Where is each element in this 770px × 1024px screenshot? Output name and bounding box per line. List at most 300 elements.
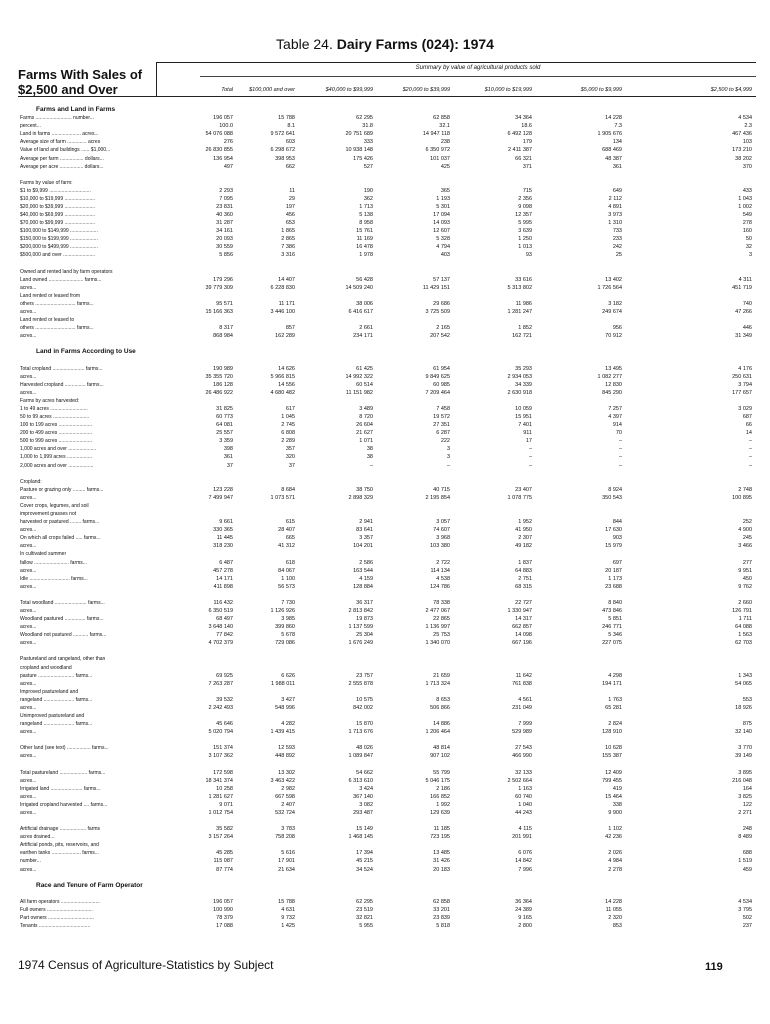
cell-value: 128 884 bbox=[353, 583, 373, 590]
cell-value: 175 426 bbox=[353, 155, 373, 162]
cell-value: 1 713 676 bbox=[348, 729, 373, 736]
row-label: Total pastureland .................... farms... bbox=[20, 769, 106, 776]
cell-value: 18.6 bbox=[521, 123, 532, 130]
row-label: cropland and woodland bbox=[20, 664, 72, 671]
cell-value: 17 094 bbox=[433, 212, 450, 218]
cell-value: 502 bbox=[742, 915, 752, 921]
cell-value: 62 295 bbox=[356, 115, 373, 122]
table-row bbox=[0, 720, 770, 728]
cell-value: 3 725 509 bbox=[425, 309, 450, 315]
cell-value: 868 984 bbox=[213, 333, 233, 340]
cell-value: 49 182 bbox=[515, 543, 532, 550]
table-row bbox=[0, 292, 770, 300]
cell-value: 216 048 bbox=[732, 777, 752, 784]
cell-value: 3 bbox=[748, 252, 752, 259]
row-label: 1 to 49 acres ........................... bbox=[20, 406, 88, 412]
section-heading bbox=[0, 348, 770, 356]
cell-value: 47 266 bbox=[735, 309, 752, 315]
table-row bbox=[0, 187, 770, 195]
cell-value: 17 394 bbox=[356, 850, 373, 857]
cell-value: 11 055 bbox=[605, 906, 622, 913]
cell-value: 14 947 118 bbox=[422, 131, 450, 138]
cell-value: 4 984 bbox=[608, 858, 622, 865]
cell-value: 729 086 bbox=[275, 640, 295, 647]
cell-value: 77 842 bbox=[216, 632, 233, 639]
row-spacer bbox=[0, 260, 770, 268]
cell-value: 1 340 070 bbox=[425, 640, 450, 647]
row-label: $40,000 to $69,999 ...................... bbox=[20, 212, 96, 218]
row-label: On which all crops failed ..... farms... bbox=[20, 535, 101, 542]
cell-value: 21 634 bbox=[278, 866, 295, 873]
cell-value: 1 988 011 bbox=[270, 680, 295, 687]
cell-value: 64 081 bbox=[216, 422, 233, 429]
cell-value: 3 359 bbox=[219, 438, 233, 445]
cell-value: 1 281 627 bbox=[208, 793, 233, 800]
cell-value: 1 563 bbox=[738, 632, 752, 639]
cell-value: 20 187 bbox=[605, 567, 622, 574]
cell-value: 365 bbox=[440, 187, 450, 194]
cell-value: 4 891 bbox=[608, 204, 622, 210]
cell-value: 93 bbox=[525, 252, 532, 259]
cell-value: 3 357 bbox=[359, 535, 373, 542]
cell-value: 197 bbox=[285, 204, 295, 210]
cell-value: 1 082 277 bbox=[597, 373, 622, 380]
cell-value: 2 293 bbox=[219, 187, 233, 194]
table-row bbox=[0, 550, 770, 558]
cell-value: 17 bbox=[525, 438, 532, 445]
cell-value: 15 464 bbox=[605, 793, 622, 800]
cell-value: – bbox=[748, 454, 752, 461]
cell-value: – bbox=[748, 438, 752, 445]
table-row bbox=[0, 785, 770, 793]
section-heading bbox=[0, 106, 770, 114]
cell-value: 172 598 bbox=[213, 769, 233, 776]
cell-value: 21 659 bbox=[433, 672, 450, 679]
table-row bbox=[0, 235, 770, 243]
cell-value: 34 339 bbox=[515, 381, 532, 388]
cell-value: 1 952 bbox=[518, 519, 532, 526]
row-label: acres... bbox=[20, 753, 37, 760]
row-label: All farm operators ............................ bbox=[20, 898, 100, 905]
cell-value: 14 842 bbox=[515, 858, 532, 865]
cell-value: 2 982 bbox=[281, 785, 295, 792]
summary-rule bbox=[200, 76, 756, 77]
row-label: Farms .......................... number... bbox=[20, 115, 94, 122]
cell-value: 399 860 bbox=[275, 624, 295, 631]
cell-value: – bbox=[748, 446, 752, 453]
cell-value: 14 093 bbox=[433, 220, 450, 227]
column-header: $10,000 to $19,999 bbox=[484, 87, 532, 93]
cell-value: 13 302 bbox=[278, 769, 295, 776]
cell-value: 129 639 bbox=[430, 810, 450, 816]
cell-value: 1 137 599 bbox=[348, 624, 373, 631]
cell-value: 1 763 bbox=[608, 696, 622, 703]
cell-value: 362 bbox=[363, 195, 373, 202]
cell-value: 70 bbox=[615, 430, 622, 437]
cell-value: – bbox=[618, 454, 622, 461]
cell-value: 1 713 324 bbox=[425, 680, 450, 687]
row-label: 1,000 acres and over .................... bbox=[20, 446, 97, 453]
cell-value: 2 195 854 bbox=[425, 494, 450, 501]
cell-value: 6 228 830 bbox=[270, 284, 295, 291]
table-row bbox=[0, 825, 770, 833]
cell-value: 914 bbox=[612, 422, 622, 429]
row-label: In cultivated summer bbox=[20, 551, 67, 558]
cell-value: 7 401 bbox=[518, 422, 532, 429]
cell-value: – bbox=[528, 462, 532, 469]
cell-value: 411 898 bbox=[213, 583, 233, 590]
cell-value: 5 995 bbox=[518, 220, 532, 227]
cell-value: 2.3 bbox=[744, 123, 752, 130]
cell-value: 5 616 bbox=[281, 850, 295, 857]
row-label: number... bbox=[20, 858, 41, 865]
row-label: acres... bbox=[20, 793, 37, 800]
row-label: others ............................. farms... bbox=[20, 325, 94, 332]
table-row bbox=[0, 219, 770, 227]
cell-value: 31 287 bbox=[216, 220, 233, 227]
table-row bbox=[0, 898, 770, 906]
cell-value: 11 bbox=[289, 187, 295, 194]
cell-value: 11 429 151 bbox=[422, 284, 450, 291]
cell-value: 2 320 bbox=[608, 915, 622, 921]
cell-value: 12 409 bbox=[605, 769, 622, 776]
cell-value: 1 193 bbox=[436, 195, 450, 202]
cell-value: 1 865 bbox=[281, 228, 295, 235]
cell-value: 761 838 bbox=[512, 680, 532, 687]
cell-value: 60 514 bbox=[356, 381, 373, 388]
cell-value: 128 910 bbox=[602, 729, 622, 736]
cell-value: 40 360 bbox=[216, 212, 233, 218]
cell-value: 529 989 bbox=[512, 729, 532, 736]
cell-value: 278 bbox=[742, 220, 752, 227]
table-row bbox=[0, 413, 770, 421]
cell-value: 10 258 bbox=[216, 785, 233, 792]
cell-value: 5 851 bbox=[608, 616, 622, 622]
cell-value: 9 849 625 bbox=[425, 373, 450, 380]
cell-value: 338 bbox=[612, 801, 622, 808]
cell-value: 45 285 bbox=[216, 850, 233, 857]
cell-value: 1 136 997 bbox=[425, 624, 450, 631]
cell-value: 799 455 bbox=[602, 777, 622, 784]
cell-value: 19 873 bbox=[356, 616, 373, 622]
row-label: acres... bbox=[20, 777, 37, 784]
table-row bbox=[0, 251, 770, 259]
row-label: Artificial ponds, pits, reservoirs, and bbox=[20, 842, 99, 849]
row-label: Farms and Land in Farms bbox=[36, 106, 116, 113]
table-row bbox=[0, 405, 770, 413]
cell-value: 14 992 322 bbox=[345, 373, 373, 380]
cell-value: 740 bbox=[742, 300, 752, 307]
cell-value: 4 680 482 bbox=[270, 389, 295, 396]
cell-value: 29 bbox=[288, 195, 295, 202]
cell-value: 3 182 bbox=[608, 300, 622, 307]
row-label: Cover crops, legumes, and soil bbox=[20, 502, 89, 509]
cell-value: 38 202 bbox=[735, 155, 752, 162]
cell-value: 62 858 bbox=[433, 115, 450, 122]
cell-value: 6 416 617 bbox=[348, 309, 373, 315]
cell-value: 318 230 bbox=[213, 543, 233, 550]
table-row bbox=[0, 914, 770, 922]
cell-value: 457 278 bbox=[213, 567, 233, 574]
cell-value: 1 905 676 bbox=[597, 131, 622, 138]
cell-value: 2 307 bbox=[518, 535, 532, 542]
cell-value: 68 315 bbox=[515, 583, 532, 590]
cell-value: 357 bbox=[285, 446, 295, 453]
page-number: 119 bbox=[705, 961, 723, 973]
cell-value: 14 bbox=[745, 430, 752, 437]
cell-value: 10 059 bbox=[515, 406, 532, 412]
cell-value: 44 243 bbox=[515, 810, 532, 816]
cell-value: 100 895 bbox=[732, 494, 752, 501]
cell-value: 41 312 bbox=[278, 543, 295, 550]
row-label: Land in Farms According to Use bbox=[36, 348, 136, 356]
row-label: $500,000 and over ....................... bbox=[20, 252, 96, 259]
cell-value: 433 bbox=[742, 187, 752, 194]
cell-value: 11 445 bbox=[216, 535, 233, 542]
cell-value: 6 626 bbox=[281, 672, 295, 679]
table-row bbox=[0, 752, 770, 760]
cell-value: 466 990 bbox=[512, 753, 532, 760]
cell-value: 186 128 bbox=[213, 381, 233, 388]
cell-value: 17 901 bbox=[278, 858, 295, 865]
cell-value: – bbox=[528, 454, 532, 461]
cell-value: 23 407 bbox=[515, 486, 532, 493]
row-label: acres... bbox=[20, 527, 37, 534]
row-spacer bbox=[0, 647, 770, 655]
row-label: 1,000 to 1,999 acres .................. bbox=[20, 454, 92, 461]
cell-value: 1 468 145 bbox=[348, 834, 373, 841]
cell-value: 252 bbox=[742, 519, 752, 526]
table-row bbox=[0, 809, 770, 817]
row-spacer bbox=[0, 874, 770, 882]
cell-value: 2 112 bbox=[608, 195, 622, 202]
table-row bbox=[0, 841, 770, 849]
cell-value: 18 926 bbox=[735, 704, 752, 711]
row-label: Pasture or grazing only ......... farms... bbox=[20, 486, 104, 493]
cell-value: 21 627 bbox=[356, 430, 373, 437]
row-label: Total woodland ....................... farms... bbox=[20, 599, 105, 606]
row-label: Woodland not pastured ........... farms... bbox=[20, 632, 107, 639]
row-label: acres... bbox=[20, 810, 37, 816]
cell-value: 32 821 bbox=[356, 915, 373, 921]
cell-value: 19 572 bbox=[433, 414, 450, 420]
row-label: Part owners ................................. bbox=[20, 915, 94, 921]
cell-value: 5 020 794 bbox=[208, 729, 233, 736]
cell-value: 95 571 bbox=[216, 300, 233, 307]
cell-value: 177 657 bbox=[732, 389, 752, 396]
row-label: Full owners ................................. bbox=[20, 906, 93, 913]
cell-value: 45 215 bbox=[356, 858, 373, 865]
table-row bbox=[0, 203, 770, 211]
cell-value: 2 407 bbox=[281, 801, 295, 808]
cell-value: 2 555 878 bbox=[348, 680, 373, 687]
cell-value: 60 773 bbox=[216, 414, 233, 420]
cell-value: 65 281 bbox=[605, 704, 622, 711]
table-title-prefix: Table 24. bbox=[276, 36, 333, 52]
cell-value: 2 660 bbox=[738, 599, 752, 606]
cell-value: 13 485 bbox=[433, 850, 450, 857]
cell-value: 27 351 bbox=[433, 422, 450, 429]
column-header: Total bbox=[221, 87, 233, 93]
cell-value: 662 bbox=[285, 163, 295, 170]
row-label: rangeland ...................... farms... bbox=[20, 721, 93, 728]
row-label: Irrigated land ....................... farms... bbox=[20, 785, 101, 792]
row-label: Average size of farm .............. acres bbox=[20, 139, 101, 146]
cell-value: 31.8 bbox=[362, 123, 373, 130]
stub-title: Farms With Sales of $2,500 and Over bbox=[18, 67, 143, 97]
cell-value: 2 745 bbox=[281, 422, 295, 429]
cell-value: 14 171 bbox=[216, 575, 233, 582]
row-label: pasture .......................... farms... bbox=[20, 672, 93, 679]
row-spacer bbox=[0, 470, 770, 478]
cell-value: 7 999 bbox=[518, 721, 532, 728]
table-row bbox=[0, 526, 770, 534]
cell-value: 1 281 247 bbox=[507, 309, 532, 315]
cell-value: 25 bbox=[615, 252, 622, 259]
row-label: 2,000 acres and over .................. bbox=[20, 462, 94, 469]
cell-value: 34 161 bbox=[216, 228, 233, 235]
row-label: acres... bbox=[20, 583, 37, 590]
cell-value: 34 524 bbox=[356, 866, 373, 873]
cell-value: 1 043 bbox=[738, 195, 752, 202]
cell-value: 57 137 bbox=[433, 276, 450, 283]
table-row bbox=[0, 615, 770, 623]
cell-value: 50 bbox=[745, 236, 752, 243]
row-label: acres... bbox=[20, 624, 37, 631]
cell-value: 60 740 bbox=[515, 793, 532, 800]
table-row bbox=[0, 607, 770, 615]
cell-value: 160 bbox=[742, 228, 752, 235]
table-row bbox=[0, 866, 770, 874]
cell-value: – bbox=[446, 462, 450, 469]
cell-value: 1 102 bbox=[608, 826, 622, 833]
cell-value: 35 582 bbox=[216, 826, 233, 833]
cell-value: 11 169 bbox=[356, 236, 373, 243]
cell-value: 667 598 bbox=[275, 793, 295, 800]
cell-value: 70 912 bbox=[605, 333, 622, 340]
table-row bbox=[0, 664, 770, 672]
cell-value: 553 bbox=[742, 696, 752, 703]
cell-value: 2 813 842 bbox=[348, 608, 373, 614]
row-label: Total cropland ....................... farms... bbox=[20, 365, 103, 372]
cell-value: 42 236 bbox=[605, 834, 622, 841]
cell-value: 29 686 bbox=[433, 300, 450, 307]
cell-value: 320 bbox=[285, 454, 295, 461]
cell-value: 6 076 bbox=[518, 850, 532, 857]
cell-value: 1 071 bbox=[359, 438, 373, 445]
cell-value: 4 794 bbox=[436, 244, 450, 251]
cell-value: 5 346 bbox=[608, 632, 622, 639]
cell-value: 1 713 bbox=[359, 204, 373, 210]
table-row bbox=[0, 195, 770, 203]
section-heading bbox=[0, 882, 770, 890]
cell-value: 450 bbox=[742, 575, 752, 582]
column-header: $5,000 to $9,999 bbox=[580, 87, 622, 93]
cell-value: 68 497 bbox=[216, 616, 233, 622]
cell-value: 30 559 bbox=[216, 244, 233, 251]
summary-heading: Summary by value of agricultural products sold bbox=[415, 65, 541, 71]
cell-value: 12 593 bbox=[278, 745, 295, 752]
cell-value: 4 631 bbox=[281, 906, 295, 913]
cell-value: 15 951 bbox=[515, 414, 532, 420]
cell-value: 14 626 bbox=[278, 365, 295, 372]
cell-value: 48 814 bbox=[433, 745, 450, 752]
cell-value: 39 779 309 bbox=[205, 284, 233, 291]
cell-value: 78 338 bbox=[433, 599, 450, 606]
cell-value: 2 586 bbox=[359, 559, 373, 566]
cell-value: 1 711 bbox=[738, 616, 752, 622]
cell-value: 194 171 bbox=[602, 680, 622, 687]
cell-value: 911 bbox=[523, 430, 532, 437]
cell-value: 6 492 128 bbox=[507, 131, 532, 138]
cell-value: – bbox=[618, 446, 622, 453]
cell-value: 55 799 bbox=[433, 769, 450, 776]
column-header: $20,000 to $39,999 bbox=[402, 87, 450, 93]
cell-value: 8 489 bbox=[738, 834, 752, 841]
cell-value: 38 750 bbox=[356, 486, 373, 493]
cell-value: 662 857 bbox=[512, 624, 532, 631]
cell-value: 35 293 bbox=[515, 365, 532, 372]
column-header: $100,000 and over bbox=[249, 87, 295, 93]
table-row bbox=[0, 567, 770, 575]
cell-value: 456 bbox=[285, 212, 295, 218]
cell-value: 277 bbox=[742, 559, 752, 566]
cell-value: 48 387 bbox=[605, 155, 622, 162]
table-row bbox=[0, 332, 770, 340]
table-row bbox=[0, 494, 770, 502]
cell-value: 1 978 bbox=[359, 252, 373, 259]
cell-value: 31 349 bbox=[735, 333, 752, 340]
cell-value: 9 098 bbox=[518, 204, 532, 210]
cell-value: 114 134 bbox=[430, 567, 450, 574]
cell-value: 857 bbox=[285, 325, 295, 332]
cell-value: 18 341 374 bbox=[205, 777, 233, 784]
row-label: acres... bbox=[20, 567, 37, 574]
cell-value: 151 374 bbox=[213, 745, 233, 752]
table-title bbox=[0, 36, 770, 52]
cell-value: 56 428 bbox=[356, 276, 373, 283]
cell-value: 100 990 bbox=[213, 906, 233, 913]
cell-value: 62 295 bbox=[356, 898, 373, 905]
cell-value: 14 886 bbox=[433, 721, 450, 728]
row-label: 50 to 99 acres .......................... bbox=[20, 414, 90, 420]
cell-value: 27 543 bbox=[515, 745, 532, 752]
cell-value: 758 208 bbox=[275, 834, 295, 841]
cell-value: 32 bbox=[745, 244, 752, 251]
cell-value: 11 642 bbox=[515, 672, 532, 679]
cell-value: 222 bbox=[440, 438, 450, 445]
cell-value: 7 458 bbox=[436, 406, 450, 412]
cell-value: 248 bbox=[742, 826, 752, 833]
table-row bbox=[0, 373, 770, 381]
cell-value: – bbox=[369, 462, 373, 469]
cell-value: 61 425 bbox=[356, 365, 373, 372]
cell-value: 5 818 bbox=[436, 923, 450, 930]
table-row bbox=[0, 227, 770, 235]
cell-value: 196 057 bbox=[213, 898, 233, 905]
row-label: acres... bbox=[20, 608, 37, 614]
cell-value: 14 509 240 bbox=[345, 284, 373, 291]
cell-value: 4 397 bbox=[608, 414, 622, 420]
cell-value: 687 bbox=[742, 414, 752, 420]
cell-value: 162 721 bbox=[512, 333, 532, 340]
cell-value: 733 bbox=[612, 228, 622, 235]
cell-value: 25 557 bbox=[216, 430, 233, 437]
cell-value: 2 800 bbox=[518, 923, 532, 930]
cell-value: 2 661 bbox=[359, 325, 373, 332]
cell-value: 370 bbox=[742, 163, 752, 170]
row-label: earthen tanks ..................... farms... bbox=[20, 850, 99, 857]
